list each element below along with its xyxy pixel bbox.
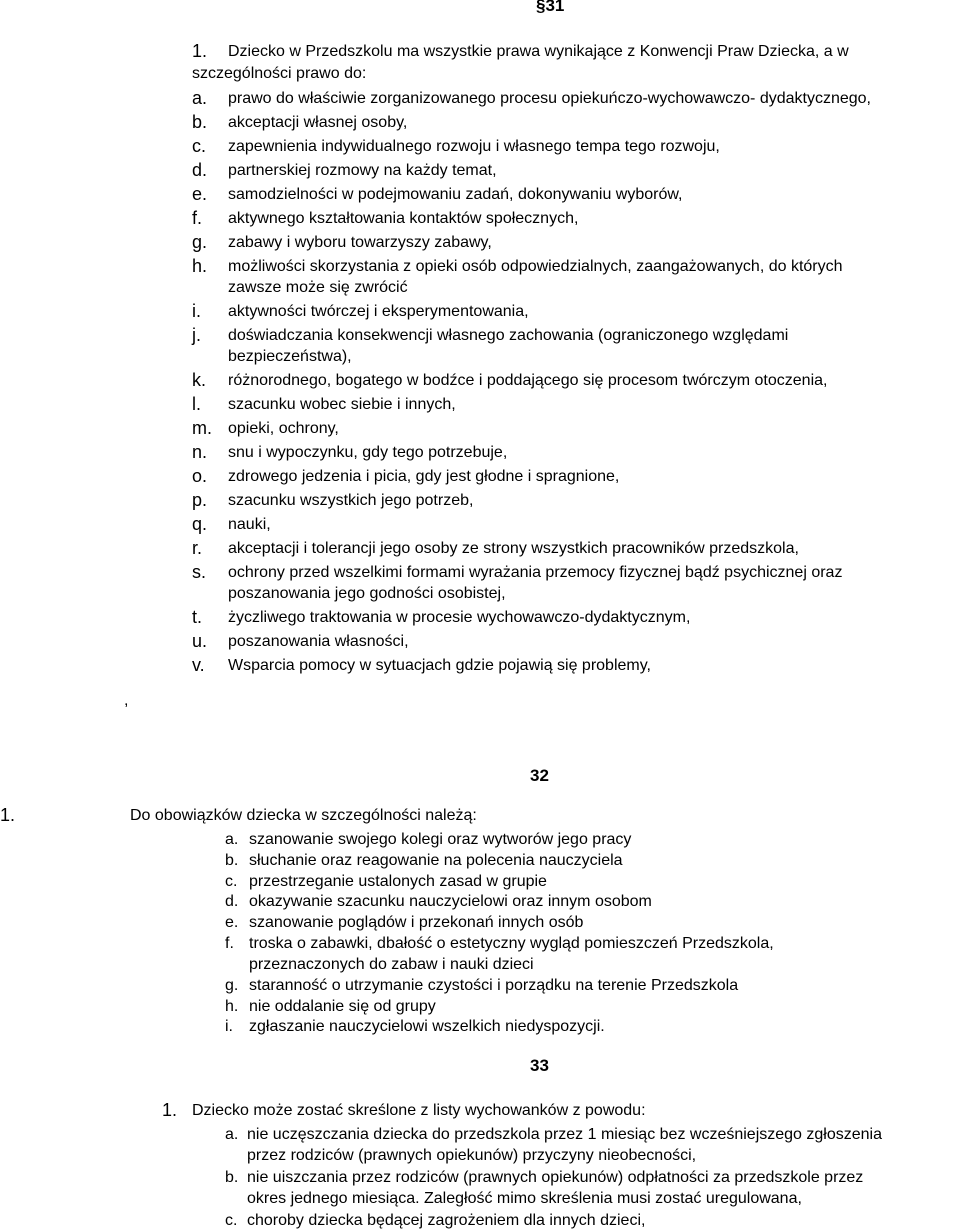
- list-item-letter: h.: [192, 256, 208, 276]
- list-item-letter: j.: [192, 325, 201, 345]
- list-item-text: snu i wypoczynku, gdy tego potrzebuje,: [228, 444, 508, 461]
- section-33-title: 33: [530, 1056, 549, 1075]
- list-item-letter: c.: [192, 136, 207, 156]
- list-item-letter: s.: [192, 562, 207, 582]
- list-item-letter: f.: [192, 208, 203, 228]
- list-item-letter: u.: [192, 631, 208, 651]
- list-item-text: szacunku wszystkich jego potrzeb,: [228, 492, 474, 509]
- list-item-letter: m.: [192, 418, 212, 438]
- list-item-letter: d.: [192, 160, 208, 180]
- list-item-text: doświadczania konsekwencji własnego zachowania (ograniczonego względami: [228, 327, 789, 344]
- list-item-text: nie oddalanie się od grupy: [249, 997, 436, 1015]
- list-item-letter: q.: [192, 514, 208, 534]
- list-item-text: aktywności twórczej i eksperymentowania,: [228, 303, 529, 320]
- list-item-text: różnorodnego, bogatego w bodźce i poddającego się procesom twórczym otoczenia,: [228, 372, 828, 389]
- list-item-text: partnerskiej rozmowy na każdy temat,: [228, 162, 497, 179]
- list-item-text: życzliwego traktowania w procesie wychowawczo-dydaktycznym,: [228, 609, 691, 626]
- list-item-text: szanowanie poglądów i przekonań innych osób: [249, 914, 584, 932]
- paragraph-number: 1.: [192, 41, 208, 61]
- list-item-text: ochrony przed wszelkimi formami wyrażania przemocy fizycznej bądź psychicznej oraz: [228, 564, 843, 581]
- list-item-text: opieki, ochrony,: [228, 420, 339, 437]
- list-item-letter: g.: [225, 976, 239, 994]
- list-item-text: nauki,: [228, 516, 271, 533]
- paragraph-number: 1.: [162, 1100, 178, 1120]
- list-item-letter: h.: [225, 997, 239, 1015]
- list-item-letter: t.: [192, 607, 203, 627]
- list-item-text: okres jednego miesiąca. Zaległość mimo skreślenia musi zostać uregulowana,: [247, 1190, 802, 1207]
- list-item-text: samodzielności w podejmowaniu zadań, dokonywaniu wyborów,: [228, 186, 683, 203]
- list-item-text: nie uczęszczania dziecka do przedszkola przez 1 miesiąc bez wcześniejszego zgłoszenia: [247, 1126, 882, 1143]
- list-item-letter: a.: [225, 1126, 239, 1143]
- list-item-letter: b.: [225, 1169, 239, 1186]
- paragraph-text: Dziecko może zostać skreślone z listy wychowanków z powodu:: [192, 1102, 646, 1119]
- list-item-letter: e.: [192, 184, 208, 204]
- list-item-letter: d.: [225, 893, 239, 911]
- list-item-letter: b.: [192, 112, 208, 132]
- list-item-text: troska o zabawki, dbałość o estetyczny wygląd pomieszczeń Przedszkola,: [249, 935, 774, 952]
- paragraph-text: Do obowiązków dziecka w szczególności należą:: [130, 807, 477, 824]
- list-item-text: bezpieczeństwa),: [228, 348, 352, 365]
- list-item-text: zapewnienia indywidualnego rozwoju i własnego tempa tego rozwoju,: [228, 138, 720, 155]
- list-item-letter: c.: [225, 872, 238, 890]
- list-item-letter: c.: [225, 1212, 238, 1229]
- list-item-text: zgłaszanie nauczycielowi wszelkich niedyspozycji.: [249, 1018, 605, 1036]
- stray-comma: ,: [124, 692, 129, 709]
- list-item-text: choroby dziecka będącej zagrożeniem dla innych dzieci,: [247, 1212, 646, 1229]
- list-item-text: nie uiszczania przez rodziców (prawnych opiekunów) odpłatności za przedszkole przez: [247, 1169, 864, 1186]
- list-item-letter: i.: [225, 1018, 233, 1036]
- list-item-text: przestrzeganie ustalonych zasad w grupie: [249, 872, 547, 890]
- list-item-text: okazywanie szacunku nauczycielowi oraz innym osobom: [249, 893, 652, 911]
- list-item-text: poszanowania własności,: [228, 633, 409, 650]
- list-item-text: akceptacji i tolerancji jego osoby ze strony wszystkich pracowników przedszkola,: [228, 540, 799, 557]
- list-item-text: poszanowania jego godności osobistej,: [228, 585, 506, 602]
- list-item-text: aktywnego kształtowania kontaktów społecznych,: [228, 210, 579, 227]
- list-item-text: szacunku wobec siebie i innych,: [228, 396, 456, 413]
- paragraph-number: 1.: [0, 805, 16, 825]
- section-31-title: §31: [536, 0, 565, 15]
- list-item-letter: p.: [192, 490, 208, 510]
- list-item-text: zabawy i wyboru towarzyszy zabawy,: [228, 234, 492, 251]
- list-item-letter: e.: [225, 914, 239, 932]
- list-item-text: Wsparcia pomocy w sytuacjach gdzie pojawią się problemy,: [228, 657, 651, 674]
- list-item-text: szanowanie swojego kolegi oraz wytworów jego pracy: [249, 831, 632, 848]
- list-item-letter: b.: [225, 851, 239, 869]
- list-item-letter: g.: [192, 232, 208, 252]
- list-item-text: zawsze może się zwrócić: [228, 279, 408, 296]
- paragraph-text: Dziecko w Przedszkolu ma wszystkie prawa wynikające z Konwencji Praw Dziecka, a w: [228, 43, 849, 60]
- paragraph-text: szczególności prawo do:: [192, 65, 367, 82]
- list-item-text: przeznaczonych do zabaw i nauki dzieci: [249, 956, 534, 973]
- list-item-text: słuchanie oraz reagowanie na polecenia nauczyciela: [249, 851, 623, 869]
- list-item-text: akceptacji własnej osoby,: [228, 114, 408, 131]
- list-item-letter: a.: [192, 88, 208, 108]
- list-item-text: prawo do właściwie zorganizowanego procesu opiekuńczo-wychowawczo- dydaktycznego,: [228, 90, 871, 107]
- list-item-text: możliwości skorzystania z opieki osób odpowiedzialnych, zaangażowanych, do których: [228, 258, 843, 275]
- list-item-text: zdrowego jedzenia i picia, gdy jest głodne i spragnione,: [228, 468, 620, 485]
- section-32-title: 32: [530, 766, 549, 785]
- list-item-letter: r.: [192, 538, 203, 558]
- list-item-letter: k.: [192, 370, 207, 390]
- list-item-letter: o.: [192, 466, 208, 486]
- list-item-text: staranność o utrzymanie czystości i porządku na terenie Przedszkola: [249, 976, 739, 994]
- list-item-letter: a.: [225, 831, 239, 848]
- list-item-letter: v.: [192, 655, 205, 675]
- list-item-letter: l.: [192, 394, 201, 414]
- list-item-letter: f.: [225, 935, 234, 952]
- list-item-text: przez rodziców (prawnych opiekunów) przyczyny nieobecności,: [247, 1147, 697, 1164]
- list-item-letter: i.: [192, 301, 201, 321]
- list-item-letter: n.: [192, 442, 208, 462]
